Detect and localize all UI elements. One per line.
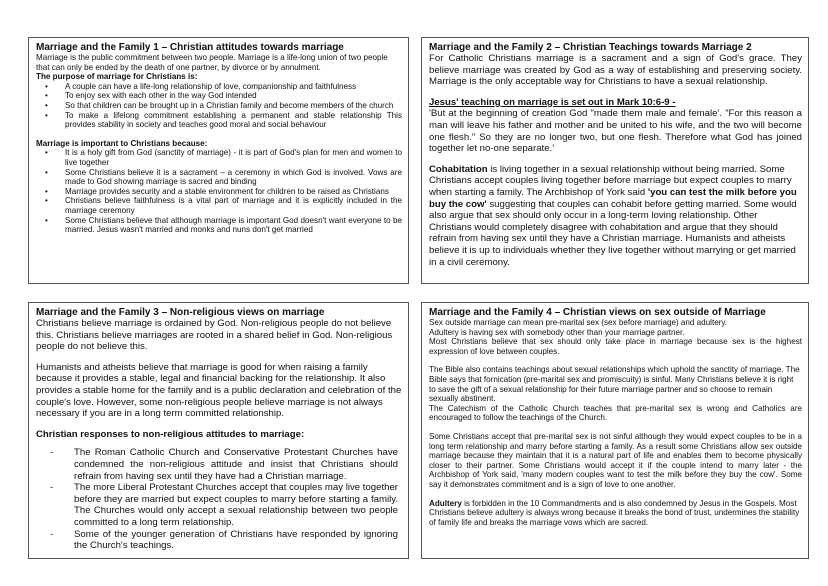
- list-item: • Some Christians believe that although marriage is important God doesn't want everyone to be married. Jesus wasn't married and monks and nuns don't get married: [65, 216, 402, 235]
- paragraph: The Catechism of the Catholic Church teaches that pre-marital sex is wrong and Catholics are encouraged to follow the teachings of the Church.: [429, 403, 802, 423]
- paragraph: Some Christians accept that pre-marital sex is not sinful although they would expect couples to be in a long term relationship and marry before starting a family. As a result some Christians allow sex outside marriage because they maintain that it is a natural part of life and enables them to become physically closer to their partner. Some Christians would accept it if the couple intend to marry later - the Archbishop of York said, 'many modern couples want to test the milk before they buy the cow'. Some say it demonstrates commitment and is a sign of love to one another.: [429, 431, 802, 489]
- paragraph: Sex outside marriage can mean pre-marital sex (sex before marriage) and adultery.: [429, 318, 728, 327]
- important-heading: Marriage is important to Christians because:: [36, 138, 208, 148]
- cohabitation-paragraph: [429, 164, 802, 268]
- responses-list: [36, 447, 402, 551]
- section-box-christian-teachings: [421, 37, 809, 284]
- purpose-heading: The purpose of marriage for Christians is:: [36, 72, 198, 82]
- cohabitation-term: Cohabitation: [429, 163, 488, 175]
- section-box-sex-outside-marriage: [421, 302, 809, 559]
- cohabitation-text: suggesting that couples can cohabit before getting married. Some would also argue that sex should only occur in a long-term loving relationship. Other Christians would completely disagree with cohabitation and argue that they should refrain from having sex until they have a Christian marriage. Humanists and atheists believe it is up to individuals whether they live together without marrying or get married in a civil ceremony.: [429, 198, 797, 268]
- archbishop-quote: 'you can test the milk before you buy the cow': [429, 186, 797, 210]
- list-item: • To enjoy sex with each other in the way God intended: [65, 91, 402, 101]
- intro-paragraph: For Catholic Christians marriage is a sacrament and a sign of God's grace. They believe marriage was created by God as a way of establishing and preserving society. Marriage is the only acceptable way for Christians to have a sexual relationship.: [429, 53, 802, 88]
- intro-paragraph: Marriage is the public commitment between two people. Marriage is a life-long union of two people that can only be ended by the death of one partner, by divorce or by annulment.: [36, 53, 388, 72]
- section-title: Marriage and the Family 2 – Christian Teachings towards Marriage 2: [429, 42, 752, 53]
- section-title: Marriage and the Family 4 – Christian views on sex outside of Marriage: [429, 307, 766, 318]
- adultery-text: is forbidden in the 10 Commandments and is also condemned by Jesus in the Gospels. Most Christians believe adultery is always wrong because it breaks the bond of trust, undermines the stability of family life and breaks the marriage vows which are sacred.: [429, 498, 800, 527]
- section-title: Marriage and the Family 3 – Non-religious views on marriage: [36, 307, 325, 318]
- section-box-non-religious-views: [28, 302, 409, 559]
- list-item: • It is a holy gift from God (sanctity of marriage) - it is part of God's plan for men and women to live together: [65, 148, 402, 167]
- list-item: • So that children can be brought up in a Christian family and become members of the church: [65, 101, 402, 111]
- paragraph: Most Christians believe that sex should only take place in marriage because sex is the highest expression of love between couples.: [429, 337, 802, 356]
- mark-quote: 'But at the beginning of creation God "made them male and female'. "For this reason a man will leave his father and mother and be united to his wife, and the two will become one flesh." So they are no longer two, but one flesh. Therefore what God has joined together let no-one separate.': [429, 108, 802, 155]
- important-list: [36, 148, 402, 234]
- responses-heading: Christian responses to non-religious attitudes to marriage:: [36, 428, 305, 440]
- purpose-list: [36, 82, 402, 130]
- paragraph: Humanists and atheists believe that marriage is good for when raising a family because it provides a stable, legal and financial backing for the relationship. It also provides a stable home for the family and is a public declaration and celebration of the couple's love. However, some non-religious people believe marriage is not always necessary if you are in a long term committed relationship.: [36, 361, 402, 420]
- list-item: • Christians believe faithfulness is a vital part of marriage and it is explicitly included in the marriage ceremony: [65, 196, 402, 215]
- list-item: • Marriage provides security and a stable environment for children to be raised as Christians: [65, 187, 402, 197]
- list-item: - The Roman Catholic Church and Conservative Protestant Churches have condemned the non-religious attitude and insist that Christians should refrain from having sex until they have had a Christian marriage.: [74, 447, 398, 482]
- adultery-paragraph: [429, 499, 802, 528]
- section-title: Marriage and the Family 1 – Christian attitudes towards marriage: [36, 42, 344, 53]
- adultery-term: Adultery: [429, 498, 462, 508]
- paragraph: The Bible also contains teachings about sexual relationships which uphold the sanctity of marriage. The Bible says that fornication (pre-marital sex and promiscuity) is sinful. Many Christians believe it is right to save the gift of a sexual relationship for their future marriage partner and so choose to remain sexually abstinent.: [429, 365, 800, 404]
- list-item: • Some Christians believe it is a sacrament – a ceremony in which God is involved. Vows are made to God showing marriage is sacred and binding: [65, 168, 402, 187]
- section-box-christian-attitudes: [28, 37, 409, 284]
- list-item: - Some of the younger generation of Christians have responded by ignoring the Church's teachings.: [74, 529, 398, 552]
- mark-heading: Jesus' teaching on marriage is set out in Mark 10:6-9 -: [429, 96, 676, 108]
- list-item: - The more Liberal Protestant Churches accept that couples may live together before they are married but expect couples to marry before starting a family. The Churches would only accept a sexual relationship between two people committed to a long term relationship.: [74, 482, 398, 528]
- list-item: • To make a lifelong commitment establishing a permanent and stable relationship This provides stability in society and teaches good moral and social behaviour: [65, 111, 402, 130]
- list-item: • A couple can have a life-long relationship of love, companionship and faithfulness: [65, 82, 402, 92]
- paragraph: Adultery is having sex with somebody other than your marriage partner.: [429, 327, 685, 337]
- paragraph: Christians believe marriage is ordained by God. Non-religious people do not believe this. Christians believe marriages are rooted in a shared belief in God. Non-religious people do not believe this.: [36, 318, 393, 353]
- cohabitation-text: is living together in a sexual relationship without being married. Some Christians accept couples living together before marriage but expect couples to marry when starting a family. The Archbishop of York said: [429, 163, 792, 198]
